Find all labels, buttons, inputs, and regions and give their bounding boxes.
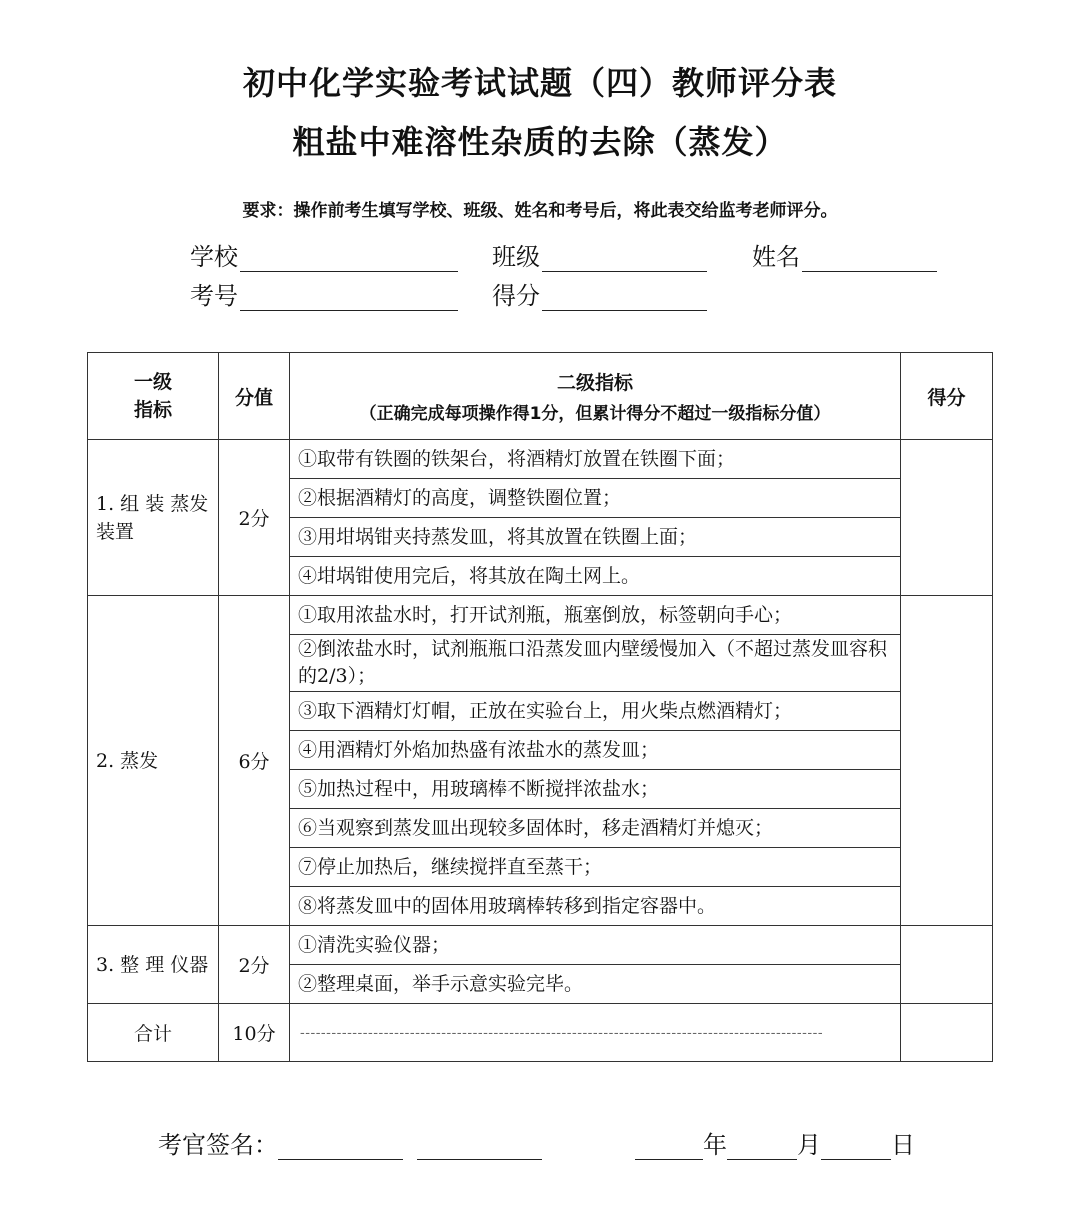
date-field[interactable]	[635, 1126, 915, 1160]
header-level2-title: 二级指标	[556, 372, 633, 394]
score-label: 得分	[492, 282, 540, 310]
header-level2-note: （正确完成每项操作得1分，但累计得分不超过一级指标分值）	[359, 404, 831, 424]
class-field[interactable]	[492, 238, 707, 272]
school-input-line[interactable]	[240, 245, 458, 272]
school-field[interactable]	[190, 238, 458, 272]
total-row	[88, 1004, 993, 1062]
requirement-note: 要求：操作前考生填写学校、班级、姓名和考号后，将此表交给监考老师评分。	[242, 201, 838, 221]
name-input-line[interactable]	[802, 245, 937, 272]
total-dashes: ----------------------------------------------------------------------------------------------------	[290, 1004, 901, 1062]
school-label: 学校	[190, 243, 238, 271]
total-score-cell[interactable]	[901, 1004, 993, 1062]
table-row	[88, 926, 993, 965]
total-points: 10分	[219, 1004, 290, 1062]
table-row	[88, 596, 993, 635]
signature-line-1[interactable]	[278, 1133, 403, 1160]
item-cell: ⑧将蒸发皿中的固体用玻璃棒转移到指定容器中。	[290, 887, 901, 926]
score-input-line[interactable]	[542, 284, 707, 311]
category-cell: 3. 整 理 仪器	[88, 926, 219, 1004]
header-level1: 一级 指标	[88, 353, 219, 440]
category-cell: 2. 蒸发	[88, 596, 219, 926]
item-cell: ③用坩埚钳夹持蒸发皿，将其放置在铁圈上面；	[290, 518, 901, 557]
item-cell: ④用酒精灯外焰加热盛有浓盐水的蒸发皿；	[290, 731, 901, 770]
score-cell[interactable]	[901, 440, 993, 596]
exam-no-label: 考号	[190, 282, 238, 310]
table-row	[88, 440, 993, 479]
class-input-line[interactable]	[542, 245, 707, 272]
class-label: 班级	[492, 243, 540, 271]
item-cell: ②倒浓盐水时，试剂瓶瓶口沿蒸发皿内壁缓慢加入（不超过蒸发皿容积的2/3）；	[290, 635, 901, 692]
item-cell: ⑤加热过程中，用玻璃棒不断搅拌浓盐水；	[290, 770, 901, 809]
item-cell: ①取用浓盐水时，打开试剂瓶，瓶塞倒放，标签朝向手心；	[290, 596, 901, 635]
name-field[interactable]	[752, 238, 937, 272]
item-cell: ④坩埚钳使用完后，将其放在陶土网上。	[290, 557, 901, 596]
year-line[interactable]	[635, 1133, 703, 1160]
day-label: 日	[891, 1131, 915, 1159]
score-cell[interactable]	[901, 926, 993, 1004]
examiner-signature[interactable]	[158, 1126, 542, 1160]
month-label: 月	[797, 1131, 821, 1159]
examiner-sign-label: 考官签名：	[158, 1131, 278, 1159]
item-cell: ③取下酒精灯灯帽，正放在实验台上，用火柴点燃酒精灯；	[290, 692, 901, 731]
item-cell: ②根据酒精灯的高度，调整铁圈位置；	[290, 479, 901, 518]
header-points: 分值	[219, 353, 290, 440]
item-cell: ⑥当观察到蒸发皿出现较多固体时，移走酒精灯并熄灭；	[290, 809, 901, 848]
score-field[interactable]	[492, 277, 707, 311]
name-label: 姓名	[752, 243, 800, 271]
score-cell[interactable]	[901, 596, 993, 926]
exam-no-field[interactable]	[190, 277, 458, 311]
day-line[interactable]	[821, 1133, 891, 1160]
category-cell: 1. 组 装 蒸发装置	[88, 440, 219, 596]
item-cell: ①清洗实验仪器；	[290, 926, 901, 965]
signature-line-2[interactable]	[417, 1133, 542, 1160]
points-cell: 6分	[219, 596, 290, 926]
item-cell: ②整理桌面，举手示意实验完毕。	[290, 965, 901, 1004]
month-line[interactable]	[727, 1133, 797, 1160]
page-subtitle: 粗盐中难溶性杂质的去除（蒸发）	[292, 123, 788, 161]
header-level2	[290, 353, 901, 440]
scoring-table	[87, 352, 993, 1062]
points-cell: 2分	[219, 926, 290, 1004]
exam-no-input-line[interactable]	[240, 284, 458, 311]
table-header-row	[88, 353, 993, 440]
year-label: 年	[703, 1131, 727, 1159]
item-cell: ①取带有铁圈的铁架台，将酒精灯放置在铁圈下面；	[290, 440, 901, 479]
total-label: 合计	[88, 1004, 219, 1062]
header-score: 得分	[901, 353, 993, 440]
page-title: 初中化学实验考试试题（四）教师评分表	[242, 64, 837, 102]
points-cell: 2分	[219, 440, 290, 596]
item-cell: ⑦停止加热后，继续搅拌直至蒸干；	[290, 848, 901, 887]
